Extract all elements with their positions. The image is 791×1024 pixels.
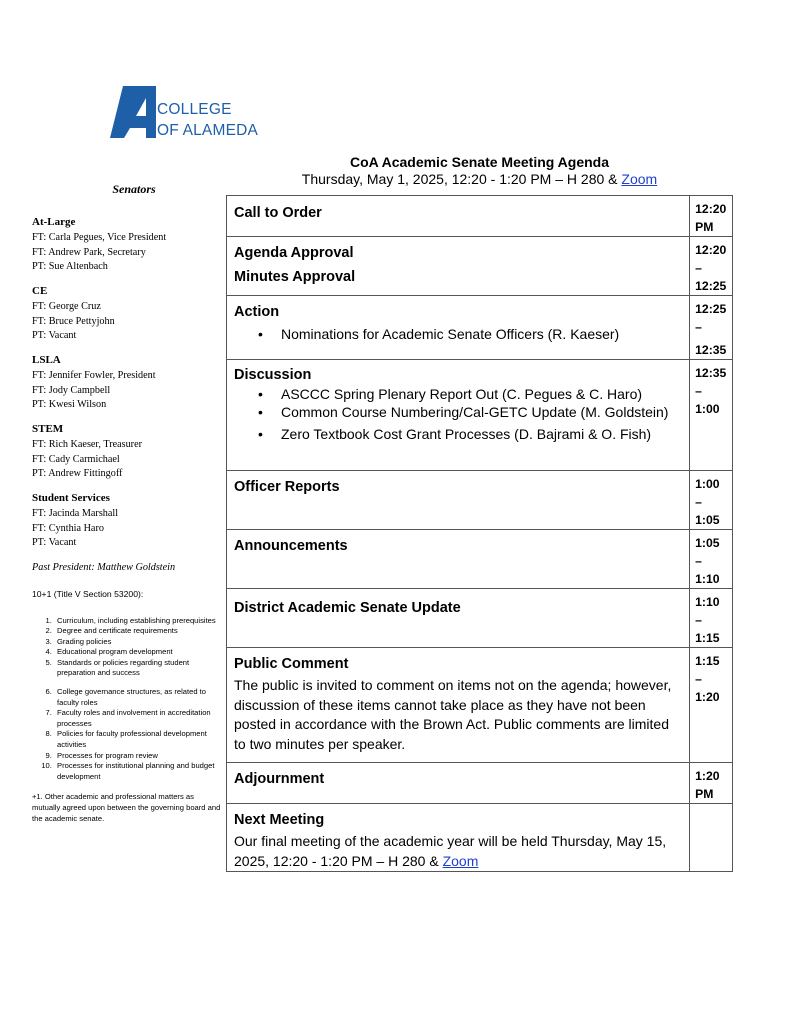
agenda-item-title: Minutes Approval — [234, 269, 356, 285]
list-item: 7. Faculty roles and involvement in accreditation processes — [54, 708, 222, 729]
agenda-item-cell — [227, 237, 690, 296]
list-item: 9. Processes for program review — [54, 751, 222, 762]
agenda-time-cell: 1:20 PM — [690, 763, 733, 804]
senator-entry: PT: Sue Altenbach — [32, 261, 108, 272]
list-item: • Nominations for Academic Senate Officers (R. Kaeser) — [234, 326, 682, 344]
agenda-item-title: Officer Reports — [234, 479, 340, 495]
time-start: 12:25 – — [695, 302, 727, 334]
agenda-item-title: Adjournment — [234, 771, 325, 787]
agenda-row-officer-reports — [227, 471, 733, 530]
agenda-subtitle — [227, 171, 732, 188]
senator-group-at-large — [32, 215, 222, 275]
senator-entry: PT: Vacant — [32, 537, 77, 548]
ten-plus-one-list — [32, 616, 222, 680]
time-end: 1:05 — [695, 513, 720, 527]
group-heading: LSLA — [32, 353, 61, 366]
agenda-item-title: Call to Order — [234, 205, 322, 221]
agenda-time-cell — [690, 471, 733, 530]
agenda-time-cell: 12:20 PM — [690, 196, 733, 237]
agenda-item-title: Announcements — [234, 538, 348, 554]
senator-entry: FT: Jennifer Fowler, President — [32, 370, 156, 381]
next-meeting-text: Our final meeting of the academic year will be held Thursday, May 15, 2025, 12:20 - 1:20 PM – H 280 & — [234, 833, 667, 869]
agenda-item-cell — [227, 589, 690, 648]
agenda-item-cell — [227, 804, 690, 872]
group-heading: CE — [32, 284, 48, 297]
meeting-datetime: Thursday, May 1, 2025, 12:20 - 1:20 PM – H 280 & — [301, 171, 618, 187]
time-end: 12:35 — [695, 343, 727, 357]
senator-entry: PT: Vacant — [32, 330, 77, 341]
group-heading: STEM — [32, 422, 64, 435]
agenda-item-cell — [227, 296, 690, 360]
agenda-title: CoA Academic Senate Meeting Agenda — [349, 154, 610, 170]
senator-entry: FT: Jody Campbell — [32, 384, 111, 396]
senator-entry: FT: Cady Carmichael — [32, 453, 120, 465]
list-item: 1. Curriculum, including establishing prerequisites — [54, 616, 222, 627]
list-item: 3. Grading policies — [54, 637, 222, 648]
senator-entry: FT: Carla Pegues, Vice President — [32, 232, 167, 243]
agenda-item-title: Next Meeting — [234, 812, 325, 828]
senator-entry: FT: George Cruz — [32, 301, 101, 312]
agenda-item-description: The public is invited to comment on items not on the agenda; however, discussion of these items cannot take place as they have not been posted in accordance with the Brown Act. Public comments are limited to two minutes per speaker. — [234, 677, 672, 752]
list-item: • Zero Textbook Cost Grant Processes (D. Bajrami & O. Fish) — [234, 426, 682, 444]
agenda-row-action — [227, 296, 733, 360]
ten-plus-one-list-continued — [32, 687, 222, 782]
list-item: 6. College governance structures, as related to faculty roles — [54, 687, 222, 708]
agenda-row-discussion — [227, 360, 733, 471]
agenda-item-description — [234, 832, 682, 871]
agenda-item-cell — [227, 648, 690, 763]
logo-text-line2: OF ALAMEDA — [157, 122, 259, 139]
agenda-time-cell: 1:05 – 1:10 — [690, 530, 733, 589]
senator-group-lsla — [32, 353, 222, 413]
agenda-item-cell — [227, 196, 690, 237]
senator-entry: FT: Andrew Park, Secretary — [32, 246, 146, 258]
senator-group-stem — [32, 422, 222, 482]
plus-one-note: +1. Other academic and professional matters as mutually agreed upon between the governing board and the academic senate. — [32, 792, 221, 823]
agenda-row-call-to-order — [227, 196, 733, 237]
agenda-row-next-meeting — [227, 804, 733, 872]
college-logo — [110, 84, 270, 142]
agenda-time-cell: 12:20 – 12:25 — [690, 237, 733, 296]
agenda-item-title: Public Comment — [234, 656, 349, 672]
agenda-time-cell — [690, 296, 733, 360]
agenda-time-cell: 1:10 – 1:15 — [690, 589, 733, 648]
agenda-table — [226, 195, 733, 872]
agenda-item-cell — [227, 530, 690, 589]
senator-entry: PT: Kwesi Wilson — [32, 399, 107, 410]
senators-sidebar — [32, 182, 222, 825]
time-start: 1:00 – — [695, 477, 720, 509]
senator-entry: FT: Rich Kaeser, Treasurer — [32, 439, 142, 450]
list-item: 10. Processes for institutional planning and budget development — [54, 761, 222, 782]
agenda-row-adjournment — [227, 763, 733, 804]
list-item: 4. Educational program development — [54, 647, 222, 658]
senator-entry: FT: Jacinda Marshall — [32, 508, 119, 519]
agenda-time-cell: 12:35 – 1:00 — [690, 360, 733, 471]
agenda-row-district — [227, 589, 733, 648]
agenda-item-cell — [227, 763, 690, 804]
senators-title: Senators — [112, 182, 156, 196]
agenda-row-announcements — [227, 530, 733, 589]
senator-entry: FT: Bruce Pettyjohn — [32, 315, 115, 327]
senator-group-ce — [32, 284, 222, 344]
agenda-item-title: Action — [234, 304, 280, 320]
past-president: Past President: Matthew Goldstein — [32, 561, 176, 573]
logo-text-line1: COLLEGE — [157, 101, 232, 118]
list-item: • Common Course Numbering/Cal-GETC Update (M. Goldstein) — [234, 404, 682, 422]
agenda-item-title: Discussion — [234, 367, 312, 383]
agenda-item-cell — [227, 360, 690, 471]
senator-entry: PT: Andrew Fittingoff — [32, 468, 123, 479]
zoom-link[interactable]: Zoom — [442, 852, 479, 869]
senator-entry: FT: Cynthia Haro — [32, 522, 104, 534]
agenda-bullet-list — [234, 386, 682, 444]
group-heading: At-Large — [32, 215, 76, 228]
agenda-bullet-list — [234, 326, 682, 344]
list-item: 8. Policies for faculty professional development activities — [54, 729, 222, 750]
list-item: • ASCCC Spring Plenary Report Out (C. Pegues & C. Haro) — [234, 386, 682, 404]
senator-group-student-services — [32, 491, 222, 551]
list-item: 5. Standards or policies regarding student preparation and success — [54, 658, 222, 679]
agenda-time-cell: 1:15 – 1:20 — [690, 648, 733, 763]
agenda-row-approval — [227, 237, 733, 296]
zoom-link[interactable]: Zoom — [621, 171, 658, 187]
agenda-item-cell — [227, 471, 690, 530]
agenda-time-cell — [690, 804, 733, 872]
agenda-row-public-comment — [227, 648, 733, 763]
agenda-header — [227, 154, 732, 188]
group-heading: Student Services — [32, 491, 110, 504]
ten-plus-one-heading: 10+1 (Title V Section 53200): — [32, 589, 144, 599]
agenda-item-title: Agenda Approval — [234, 245, 354, 261]
list-item: 2. Degree and certificate requirements — [54, 626, 222, 637]
agenda-item-title: District Academic Senate Update — [234, 600, 461, 616]
college-logo-mark-icon — [110, 84, 158, 140]
